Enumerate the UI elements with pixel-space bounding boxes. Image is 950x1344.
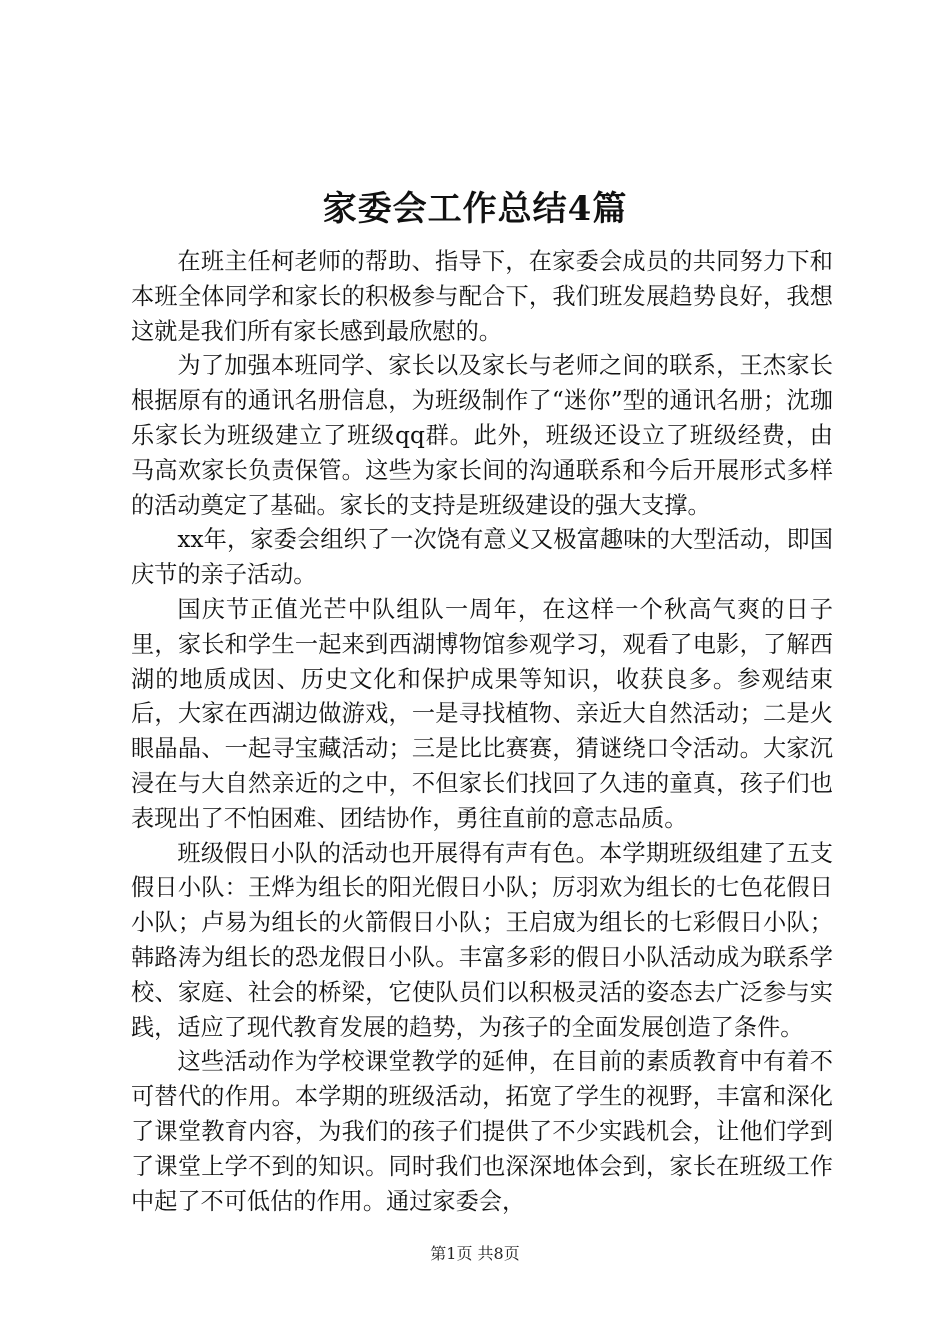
page-number-footer: 第1页 共8页 <box>430 1244 520 1263</box>
paragraph-3: xx年，家委会组织了一次饶有意义又极富趣味的大型活动，即国庆节的亲子活动。 <box>131 526 833 589</box>
paragraph-6: 这些活动作为学校课堂教学的延伸，在目前的素质教育中有着不可替代的作用。本学期的班级活动，拓宽了学生的视野，丰富和深化了课堂教育内容，为我们的孩子们提供了不少实践机会，让他们学到了课堂上学不到的知识。同时我们也深深地体会到，家长在班级工作中起了不可低估的作用。通过家委会， <box>131 1048 833 1215</box>
paragraph-5: 班级假日小队的活动也开展得有声有色。本学期班级组建了五支假日小队：王烨为组长的阳光假日小队；厉羽欢为组长的七色花假日小队；卢易为组长的火箭假日小队；王启宬为组长的七彩假日小队；韩路涛为组长的恐龙假日小队。丰富多彩的假日小队活动成为联系学校、家庭、社会的桥梁，它使队员们以积极灵活的姿态去广泛参与实践，适应了现代教育发展的趋势，为孩子的全面发展创造了条件。 <box>131 839 833 1041</box>
document-title: 家委会工作总结4篇 <box>322 189 628 229</box>
paragraph-1: 在班主任柯老师的帮助、指导下，在家委会成员的共同努力下和本班全体同学和家长的积极参与配合下，我们班发展趋势良好，我想这就是我们所有家长感到最欣慰的。 <box>131 248 833 345</box>
document-body <box>131 245 833 1219</box>
paragraph-2: 为了加强本班同学、家长以及家长与老师之间的联系，王杰家长根据原有的通讯名册信息，为班级制作了“迷你”型的通讯名册；沈珈乐家长为班级建立了班级qq群。此外，班级还设立了班级经费，由马高欢家长负责保管。这些为家长间的沟通联系和今后开展形式多样的活动奠定了基础。家长的支持是班级建设的强大支撑。 <box>131 352 833 519</box>
paragraph-4: 国庆节正值光芒中队组队一周年，在这样一个秋高气爽的日子里，家长和学生一起来到西湖博物馆参观学习，观看了电影，了解西湖的地质成因、历史文化和保护成果等知识，收获良多。参观结束后，大家在西湖边做游戏，一是寻找植物、亲近大自然活动；二是火眼晶晶、一起寻宝藏活动；三是比比赛赛，猜谜绕口令活动。大家沉浸在与大自然亲近的之中，不但家长们找回了久违的童真，孩子们也表现出了不怕困难、团结协作，勇往直前的意志品质。 <box>131 595 833 832</box>
